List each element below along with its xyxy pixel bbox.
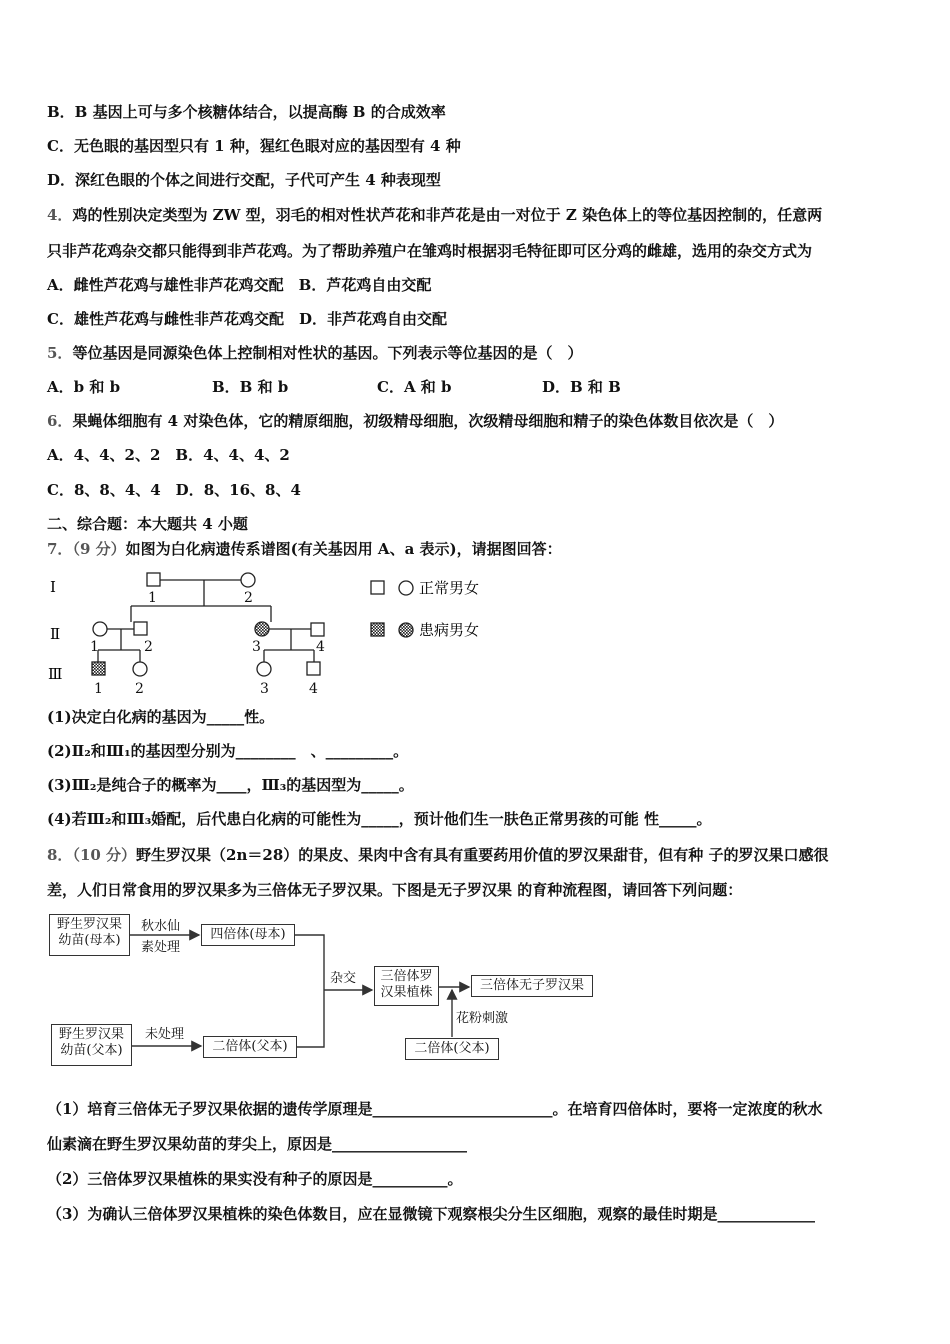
legend-male-normal-icon	[371, 581, 384, 594]
legend-female-normal-icon	[399, 581, 413, 595]
q7-sub1: (1)决定白化病的基因为_____性。	[47, 708, 275, 726]
I2-female-normal	[241, 573, 255, 587]
wild-father-line1: 野生罗汉果	[58, 1027, 124, 1042]
III4-male-normal	[307, 662, 320, 675]
q4-options-ab: A．雌性芦花鸡与雄性非芦花鸡交配 B．芦花鸡自由交配	[47, 276, 432, 294]
q7-sub4: (4)若Ⅲ₂和Ⅲ₃婚配，后代患白化病的可能性为_____，预计他们生一肤色正常男孩的可能 性_____。	[47, 810, 712, 828]
triploid-line1: 三倍体罗	[380, 969, 433, 984]
q4-number: 4．	[47, 206, 73, 224]
q4-stem-line1	[47, 205, 822, 225]
q7-number: 7．	[47, 540, 73, 558]
diploid-father-box: 二倍体(父本)	[203, 1036, 297, 1058]
II3-female-affected	[255, 622, 269, 636]
colchicine-label-1: 秋水仙	[141, 919, 181, 934]
q3-option-d: D．深红色眼的个体之间进行交配，子代可产生 4 种表现型	[47, 171, 441, 189]
q4-options-cd: C．雄性芦花鸡与雌性非芦花鸡交配 D．非芦花鸡自由交配	[47, 310, 447, 328]
q7-stem-text: 如图为白化病遗传系谱图(有关基因用 A、a 表示)，请据图回答：	[125, 540, 562, 558]
II3-number: 3	[252, 639, 261, 655]
II1-number: 1	[90, 639, 99, 655]
gen-1-label: Ⅰ	[50, 578, 56, 596]
section-2-heading: 二、综合题：本大题共 4 小题	[47, 515, 248, 533]
legend-affected-label: 患病男女	[419, 621, 480, 639]
III4-number: 4	[309, 681, 318, 697]
q3-option-b: B．B 基因上可与多个核糖体结合，以提高酶 B 的合成效率	[47, 103, 446, 121]
gen-3-label: Ⅲ	[48, 665, 63, 683]
colchicine-label-2: 素处理	[141, 940, 181, 955]
q8-sub3: （3）为确认三倍体罗汉果植株的染色体数目，应在显微镜下观察根尖分生区细胞，观察的最佳时期是_____________	[47, 1205, 815, 1223]
III3-number: 3	[260, 681, 269, 697]
q5-stem-text: 等位基因是同源染色体上控制相对性状的基因。下列表示等位基因的是（ ）	[72, 344, 583, 362]
III3-female-normal	[257, 662, 271, 676]
II1-female-normal	[93, 622, 107, 636]
triploid-line2: 汉果植株	[380, 985, 433, 1000]
q5-number: 5．	[47, 344, 73, 362]
q4-stem-text1: 鸡的性别决定类型为 ZW 型，羽毛的相对性状芦花和非芦花是由一对位于 Z 染色体上的等位基因控制的，任意两	[72, 206, 823, 224]
q5-option-c: C．A 和 b	[377, 378, 452, 396]
pedigree-chart	[40, 566, 540, 706]
q5-stem	[47, 343, 582, 363]
gen-2-label: Ⅱ	[50, 625, 61, 643]
q8-stem-line2: 差，人们日常食用的罗汉果多为三倍体无子罗汉果。下图是无子罗汉果 的育种流程图，请回答下列问题：	[47, 881, 743, 899]
wild-seedling-father-box	[51, 1024, 132, 1066]
q5-option-d: D．B 和 B	[542, 378, 621, 396]
q5-option-b: B．B 和 b	[212, 378, 289, 396]
I2-number: 2	[244, 590, 253, 606]
q7-stem	[47, 539, 562, 559]
I1-number: 1	[148, 590, 157, 606]
q4-stem-line2: 只非芦花鸡杂交都只能得到非芦花鸡。为了帮助养殖户在雏鸡时根据羽毛特征即可区分鸡的雌雄，选用的杂交方式为	[47, 242, 813, 260]
legend-male-affected-icon	[371, 623, 384, 636]
q8-sub1-line2: 仙素滴在野生罗汉果幼苗的芽尖上，原因是__________________	[47, 1135, 468, 1153]
q8-number: 8．	[47, 846, 73, 864]
q6-options-ab: A．4、4、2、2 B．4、4、4、2	[47, 446, 290, 464]
q5-option-a: A．b 和 b	[47, 378, 121, 396]
q7-sub3: (3)Ⅲ₂是纯合子的概率为____，Ⅲ₃的基因型为_____。	[47, 776, 414, 794]
seedless-fruit-box: 三倍体无子罗汉果	[471, 975, 593, 997]
wild-mother-line2: 幼苗(母本)	[58, 933, 121, 948]
III1-number: 1	[94, 681, 103, 697]
legend-female-affected-icon	[399, 623, 413, 637]
wild-seedling-mother-box	[49, 914, 130, 956]
II2-male-normal	[134, 622, 147, 635]
q6-stem-text: 果蝇体细胞有 4 对染色体，它的精原细胞，初级精母细胞，次级精母细胞和精子的染色体数目依次是（ ）	[72, 412, 784, 430]
III1-male-affected	[92, 662, 105, 675]
q6-stem	[47, 411, 783, 431]
diploid-father-pollen-box: 二倍体(父本)	[405, 1038, 499, 1060]
triploid-plant-box	[374, 966, 439, 1006]
q8-sub2: （2）三倍体罗汉果植株的果实没有种子的原因是__________。	[47, 1170, 463, 1188]
III2-number: 2	[135, 681, 144, 697]
I1-male-normal	[147, 573, 160, 586]
q8-score: （10 分）	[72, 846, 137, 864]
cross-label: 杂交	[330, 971, 357, 986]
q7-score: （9 分）	[72, 540, 126, 558]
pollen-stimulation-label: 花粉刺激	[456, 1011, 509, 1026]
legend-normal-label: 正常男女	[419, 579, 480, 597]
q6-number: 6．	[47, 412, 73, 430]
untreated-label: 未处理	[145, 1027, 185, 1042]
II2-number: 2	[144, 639, 153, 655]
tetraploid-box: 四倍体(母本)	[201, 924, 295, 946]
q8-stem-text1: 野生罗汉果（2n＝28）的果皮、果肉中含有具有重要药用价值的罗汉果甜苷，但有种 子的罗汉果口感很	[136, 846, 829, 864]
wild-mother-line1: 野生罗汉果	[56, 917, 122, 932]
q3-option-c: C．无色眼的基因型只有 1 种，猩红色眼对应的基因型有 4 种	[47, 137, 461, 155]
III2-female-normal	[133, 662, 147, 676]
II4-male-normal	[311, 623, 324, 636]
wild-father-line2: 幼苗(父本)	[60, 1043, 123, 1058]
II4-number: 4	[316, 639, 325, 655]
q6-options-cd: C．8、8、4、4 D．8、16、8、4	[47, 481, 301, 499]
q8-sub1-line1: （1）培育三倍体无子罗汉果依据的遗传学原理是________________________。在培育四倍体时，要将一定浓度的秋水	[47, 1100, 823, 1118]
q8-stem-line1	[47, 845, 829, 865]
q7-sub2: (2)Ⅱ₂和Ⅲ₁的基因型分别为________ 、_________。	[47, 742, 409, 760]
